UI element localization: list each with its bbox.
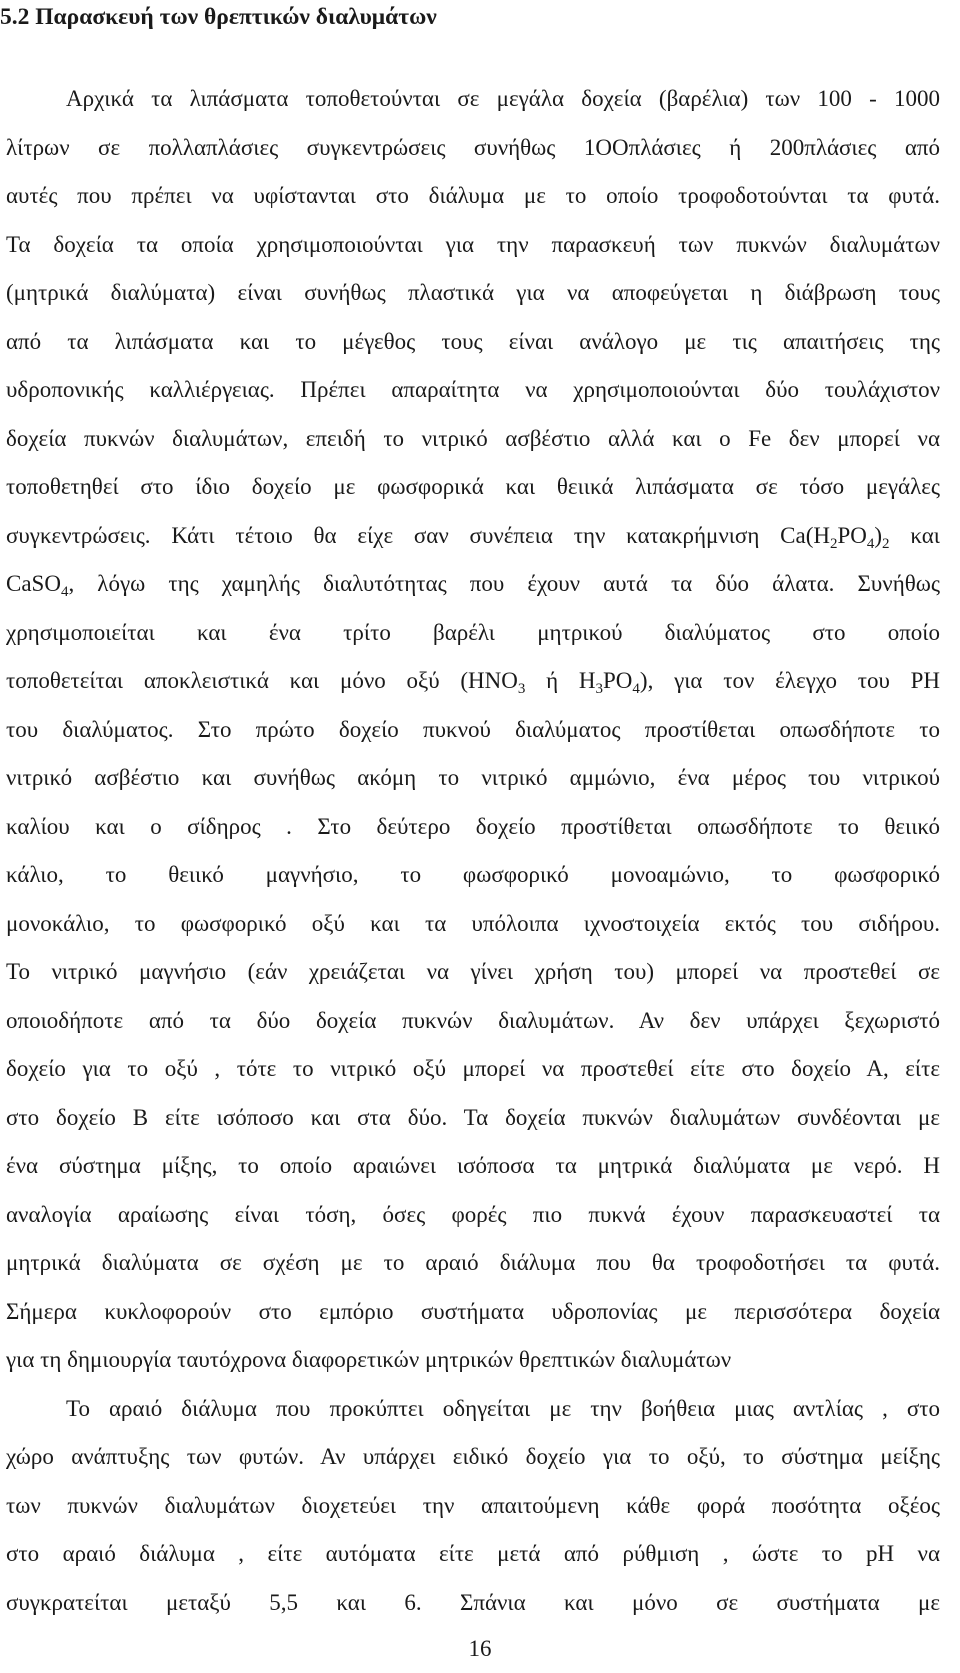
text-line: από τα λιπάσματα και το μέγεθος τους είναι ανάλογο με τις απαιτήσεις της [6, 328, 940, 354]
text-run: PO [837, 522, 867, 548]
text-line [6, 521, 940, 551]
subscript: 3 [517, 681, 526, 697]
subscript: 2 [882, 535, 890, 552]
text-run: ή H [525, 668, 596, 693]
section-title: 5.2 Παρασκευή των θρεπτικών διαλυμάτων [0, 4, 437, 30]
text-line: κάλιο, το θειικό μαγνήσιο, το φωσφορικό μονοαμώνιο, το φωσφορικό [6, 862, 940, 887]
text-line: καλίου και ο σίδηρος . Στο δεύτερο δοχείο προστίθεται οπωσδήποτε το θειικό [6, 813, 940, 839]
subscript: 3 [595, 681, 604, 697]
text-line: οποιοδήποτε από τα δύο δοχεία πυκνών διαλυμάτων. Αν δεν υπάρχει ξεχωριστό [6, 1007, 940, 1033]
text-line: Σήμερα κυκλοφορούν στο εμπόριο συστήματα υδροπονίας με περισσότερα δοχεία [6, 1298, 940, 1324]
subscript: 4 [632, 681, 640, 697]
text-line: λίτρων σε πολλαπλάσιες συγκεντρώσεις συνήθως 1ΟΟπλάσιες ή 200πλάσιες από [6, 134, 940, 160]
text-line: συγκρατείται μεταξύ 5,5 και 6. Σπάνια και μόνο σε συστήματα με [6, 1589, 940, 1615]
text-line: μητρικά διαλύματα σε σχέση με το αραιό διάλυμα που θα τροφοδοτήσει τα φυτά. [6, 1250, 940, 1275]
text-line: υδροπονικής καλλιέργειας. Πρέπει απαραίτητα να χρησιμοποιούνται δύο τουλάχιστον [6, 377, 940, 402]
text-line: στο αραιό διάλυμα , είτε αυτόματα είτε μετά από ρύθμιση , ώστε το pH να [6, 1541, 940, 1566]
text-line: Αρχικά τα λιπάσματα τοποθετούνται σε μεγάλα δοχεία (βαρέλια) των 100 - 1000 [66, 86, 940, 111]
text-line: Το νιτρικό μαγνήσιο (εάν χρειάζεται να γίνει χρήση του) μπορεί να προστεθεί σε [6, 959, 940, 984]
subscript: 4 [60, 584, 69, 600]
text-line: αυτές που πρέπει να υφίστανται στο διάλυμα με το οποίο τροφοδοτούνται τα φυτά. [6, 183, 940, 208]
text-line: για τη δημιουργία ταυτόχρονα διαφορετικών μητρικών θρεπτικών διαλυμάτων [6, 1347, 732, 1372]
text-run: ), για τον έλεγχο του PH [639, 668, 940, 693]
subscript: 2 [829, 535, 838, 552]
text-line: (μητρικά διαλύματα) είναι συνήθως πλαστικά για να αποφεύγεται η διάβρωση τους [6, 280, 940, 305]
text-line [6, 666, 940, 696]
text-line: δοχεία πυκνών διαλυμάτων, επειδή το νιτρικό ασβέστιο αλλά και ο Fe δεν μπορεί να [6, 425, 940, 451]
subscript: 4 [866, 535, 875, 552]
text-line: νιτρικό ασβέστιο και συνήθως ακόμη το νιτρικό αμμώνιο, ένα μέρος του νιτρικού [6, 765, 940, 790]
text-line: μονοκάλιο, το φωσφορικό οξύ και τα υπόλοιπα ιχνοστοιχεία εκτός του σιδήρου. [6, 910, 940, 936]
text-line: ένα σύστημα μίξης, το οποίο αραιώνει ισόποσα τα μητρικά διαλύματα με νερό. Η [6, 1153, 940, 1178]
text-line: Το αραιό διάλυμα που προκύπτει οδηγείται με την βοήθεια μιας αντλίας , στο [66, 1395, 940, 1421]
text-line: χώρο ανάπτυξης των φυτών. Αν υπάρχει ειδικό δοχείο για το οξύ, το σύστημα μείξης [6, 1444, 940, 1469]
text-run: ) [874, 522, 883, 548]
text-line: Τα δοχεία τα οποία χρησιμοποιούνται για την παρασκευή των πυκνών διαλυμάτων [6, 231, 940, 257]
text-run: και [889, 522, 940, 548]
text-run: συγκεντρώσεις. Κάτι τέτοιο θα είχε σαν συνέπεια την κατακρήμνιση Ca(H [6, 522, 830, 548]
text-line: των πυκνών διαλυμάτων διοχετεύει την απαιτούμενη κάθε φορά ποσότητα οξέος [6, 1492, 940, 1518]
text-run: PO [603, 668, 633, 693]
text-line: τοποθετηθεί στο ίδιο δοχείο με φωσφορικά και θειικά λιπάσματα σε τόσο μεγάλες [6, 474, 940, 499]
text-line: αναλογία αραίωσης είναι τόση, όσες φορές πιο πυκνά έχουν παρασκευαστεί τα [6, 1201, 940, 1227]
text-run: , λόγω της χαμηλής διαλυτότητας που έχουν αυτά τα δύο άλατα. Συνήθως [68, 571, 940, 596]
text-line: χρησιμοποιείται και ένα τρίτο βαρέλι μητρικού διαλύματος στο οποίο [6, 619, 940, 645]
text-line: στο δοχείο Β είτε ισόποσο και στα δύο. Τα δοχεία πυκνών διαλυμάτων συνδέονται με [6, 1104, 940, 1130]
text-run: CaSO [6, 571, 61, 596]
text-line: του διαλύματος. Στο πρώτο δοχείο πυκνού διαλύματος προστίθεται οπωσδήποτε το [6, 716, 940, 742]
text-line: δοχείο για το οξύ , τότε το νιτρικό οξύ μπορεί να προστεθεί είτε στο δοχείο Α, είτε [6, 1056, 940, 1081]
text-run: τοποθετείται αποκλειστικά και μόνο οξύ (HNO [6, 668, 518, 693]
text-line [6, 569, 940, 599]
page-number: 16 [468, 1636, 492, 1661]
